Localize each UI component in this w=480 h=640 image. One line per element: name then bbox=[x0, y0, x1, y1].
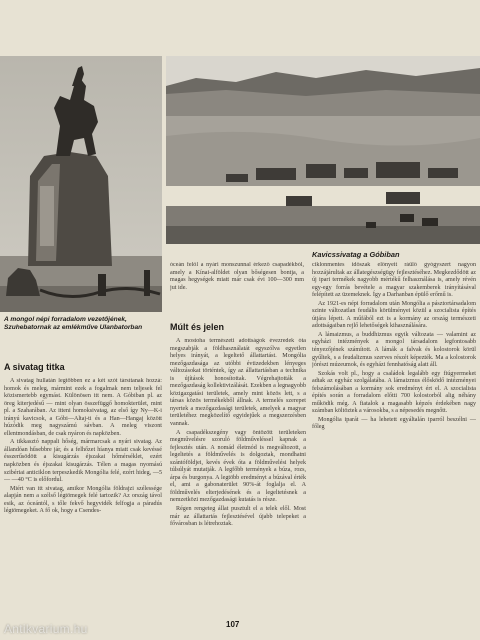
page-number: 107 bbox=[226, 620, 240, 629]
paragraph: A mostoha természeti adottságok évezredek óta megszabják a földhasználatát egyszólva egyetlen helyes irányát, a legeltető állattartást. Mongólia mezőgazdasága az utóbbi évtizedekben lényeges változásokat történtek, így az állattartásban a technika is újítások honosítottak. Végrehajtották a mezőgazdaság kollektivizálását. Ezekben a legnagyobb közigazgatási területek, amely mint közös lett, s a társas közös termékekből állnak. A termelés szerepet nyertek a mezőgazdasági területek, amelyek a magyar területéhez megközelítő egyidejűek a megszerzésben vannak. bbox=[170, 338, 306, 428]
paragraph: ciklonmentes időszak előnyeit ráülő gyógyszert nagyon hozzájárultak az állategészségügy fejlesztéséhez. Megkezdődött az új ipari termékek nagyobb mértékű felhasználása is, amely révén egy-egy forrás bevétele a magyar szakemberek irányításával felépített az üzemeknek. Így a Darhanban épülő erőmű is. bbox=[312, 262, 476, 299]
paragraph: A sivatag hullatán legtöbben ez a két szót társítanak hozzá: homok és meleg, mármint ezek a fogalmak nem teljesek fel közismertebb egymást. Különösen itt nem. A Góbiban pl. az öreg kiterjedésű — mint olyan összefüggő homokterület, mint pl. a Szaharában. Az itteni homoksivatag, az első így Ny—K-i irányú kavicsok, a Góbi—Altaj-ti és a Han—Hangaj között húzódik meg nagyszámú sávban. A meleg viszont ellentmondásban, de csak nyáron és napközben. bbox=[4, 378, 162, 437]
paragraph: Miért van itt sivatag, amikor Mongólia földrajzi szélessége alapján nem a szélső légtömegek felé tartozik? Az ország távol esik, az óceántól, s tőle fekvő hegyvidék felfogja a páradús légtömegeket. A fő ok, hogy a Csendes- bbox=[4, 485, 162, 515]
monument-caption: A mongol népi forradalom vezetőjének, Szuhebatornak az emlékműve Ulanbatorban bbox=[4, 316, 143, 332]
text-column-1 bbox=[4, 378, 162, 626]
paragraph: A tikkasztó nappali hőség, mármarcsak a nyári sivatag. Az állandóan hűsebbre jár, és a felhőzet híanya miatt csak kevéssé ésszerűsödött a kisugárzás éjszakai hőmérséklet, ezért napközben és éjszakai kisugárzás. Télen a magas nyomású szibériai anticiklon terpeszkedik Mongólia felé, ezért hideg, —5— —40 °C is előfordul. bbox=[4, 439, 162, 484]
section-heading-mult: Múlt és jelen bbox=[170, 322, 225, 332]
text-column-2 bbox=[170, 262, 304, 310]
monument-photo bbox=[0, 56, 162, 312]
watermark: Antikvarium.hu bbox=[4, 622, 88, 636]
desert-caption: Kavicssivatag a Góbiban bbox=[312, 250, 400, 259]
paragraph: Az 1921-es népi forradalom után Mongólia a pásztortársadalom szinte változatlan feudális körülményei közül a szocialista építés útjára lépett. A műfából ezt is a kormány az ország természeti adottságaiban rejlő lehetőségek kihasználására. bbox=[312, 300, 476, 330]
paragraph: A lámaizmus, a buddhizmus egyik változata — valamint az egyházi intézmények a mongol társadalom legfontosabb tényezőjének számított. A lámák a falvak és kolostorok körül gyűltek, s a feudalizmus szerves részét képezték. Ma a kolostorok jórészt múzeumok, és egyházi fennhatóság alatt áll. bbox=[312, 331, 476, 369]
paragraph: Szokás volt pl., hogy a családok legalább egy fiúgyermeket adtak az egyház szolgálatába. A lámaizmus élősködő intézményei felszámolásában a kormány sok eredményt ért el. A szocialista építés során a forradalom előtti 700 kolostorból alig néhány működik még. A fiatalok a magasabb képzés érdekében nagy számban költöztek a városokba, s a népesedés megnőtt. bbox=[312, 370, 476, 415]
section-heading-sivatag: A sivatag titka bbox=[4, 362, 65, 372]
text-column-4 bbox=[312, 262, 476, 626]
paragraph: Régen rengeteg állat pusztult el a telek elől. Most már az állattartás fejlesztésével újabb telepeket a fővárosban is létrehoztak. bbox=[170, 506, 306, 528]
paragraph: A csapadékszegény vagy öntözött területeken megművelésre szoruló földműveléssel kapnak a fejlesztés után. A nomád életmód is megváltozott, a legeltetés a földművelés is dolgoztak, mondhatni szántóföldjei, kevés évek óta a földművelési helyek túlsúlyát mutatják. A legfőbb termények a búza, rozs, árpa és burgonya. A legtöbb eredményt a búzával érték el, ami a gabonaterület 90%-át foglalja el. A földművelés elterjedésének és a legeltetésnek a nemzetközi mezőgazdasági kutatás is része. bbox=[170, 429, 306, 504]
text-column-3 bbox=[170, 338, 306, 626]
gobi-desert-photo bbox=[166, 56, 480, 244]
paragraph: Mongólia iparát — ha lehetett egyáltalán iparról beszélni — főleg bbox=[312, 416, 476, 431]
paragraph: óceán felől a nyári monszunnal érkező csapadékból, amely a Kínai-alföldet olyan bőségesen bontja, a magas hegységek miatt már csak évi 100—300 mm jut ide. bbox=[170, 262, 304, 291]
